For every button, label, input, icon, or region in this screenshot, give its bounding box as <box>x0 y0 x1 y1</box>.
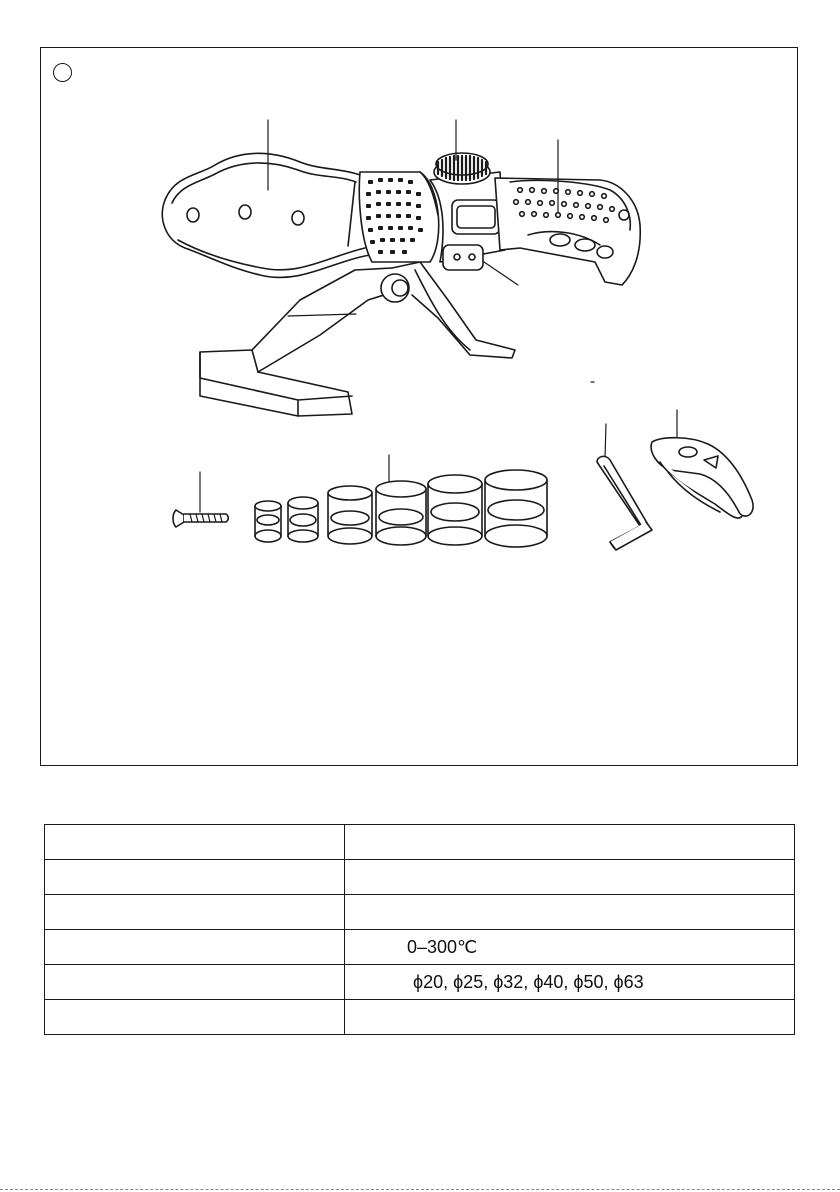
pipe-cutter <box>651 438 753 518</box>
stand <box>200 262 515 416</box>
spec-row-temperature <box>45 930 795 965</box>
heating-body <box>359 172 438 262</box>
die-sizes-value: ϕ20, ϕ25, ϕ32, ϕ40, ϕ50, ϕ63 <box>345 965 795 1000</box>
spec-row <box>45 860 795 895</box>
welding-dies <box>255 470 547 547</box>
die-25 <box>288 497 318 542</box>
spec-row <box>45 1000 795 1035</box>
spec-label <box>45 895 345 930</box>
spec-row <box>45 895 795 930</box>
spec-value <box>345 825 795 860</box>
temperature-range-value: 0–300℃ <box>345 930 795 965</box>
spec-value <box>345 895 795 930</box>
screw <box>173 510 228 527</box>
die-32 <box>328 486 372 544</box>
page-bottom-rule <box>0 1189 840 1190</box>
allen-key <box>597 456 652 550</box>
spec-row-die-sizes <box>45 965 795 1000</box>
spec-value <box>345 860 795 895</box>
housing <box>430 172 505 270</box>
die-20 <box>255 501 281 542</box>
handle <box>495 178 640 285</box>
spec-value <box>345 1000 795 1035</box>
specification-table <box>44 824 795 1035</box>
heating-plate <box>162 153 380 277</box>
die-63 <box>485 470 547 547</box>
spec-label <box>45 930 345 965</box>
spec-label <box>45 825 345 860</box>
spec-label <box>45 965 345 1000</box>
spec-row <box>45 825 795 860</box>
spec-label <box>45 1000 345 1035</box>
spec-label <box>45 860 345 895</box>
die-40 <box>376 481 426 545</box>
die-50 <box>428 475 482 545</box>
temperature-knob <box>434 153 490 184</box>
